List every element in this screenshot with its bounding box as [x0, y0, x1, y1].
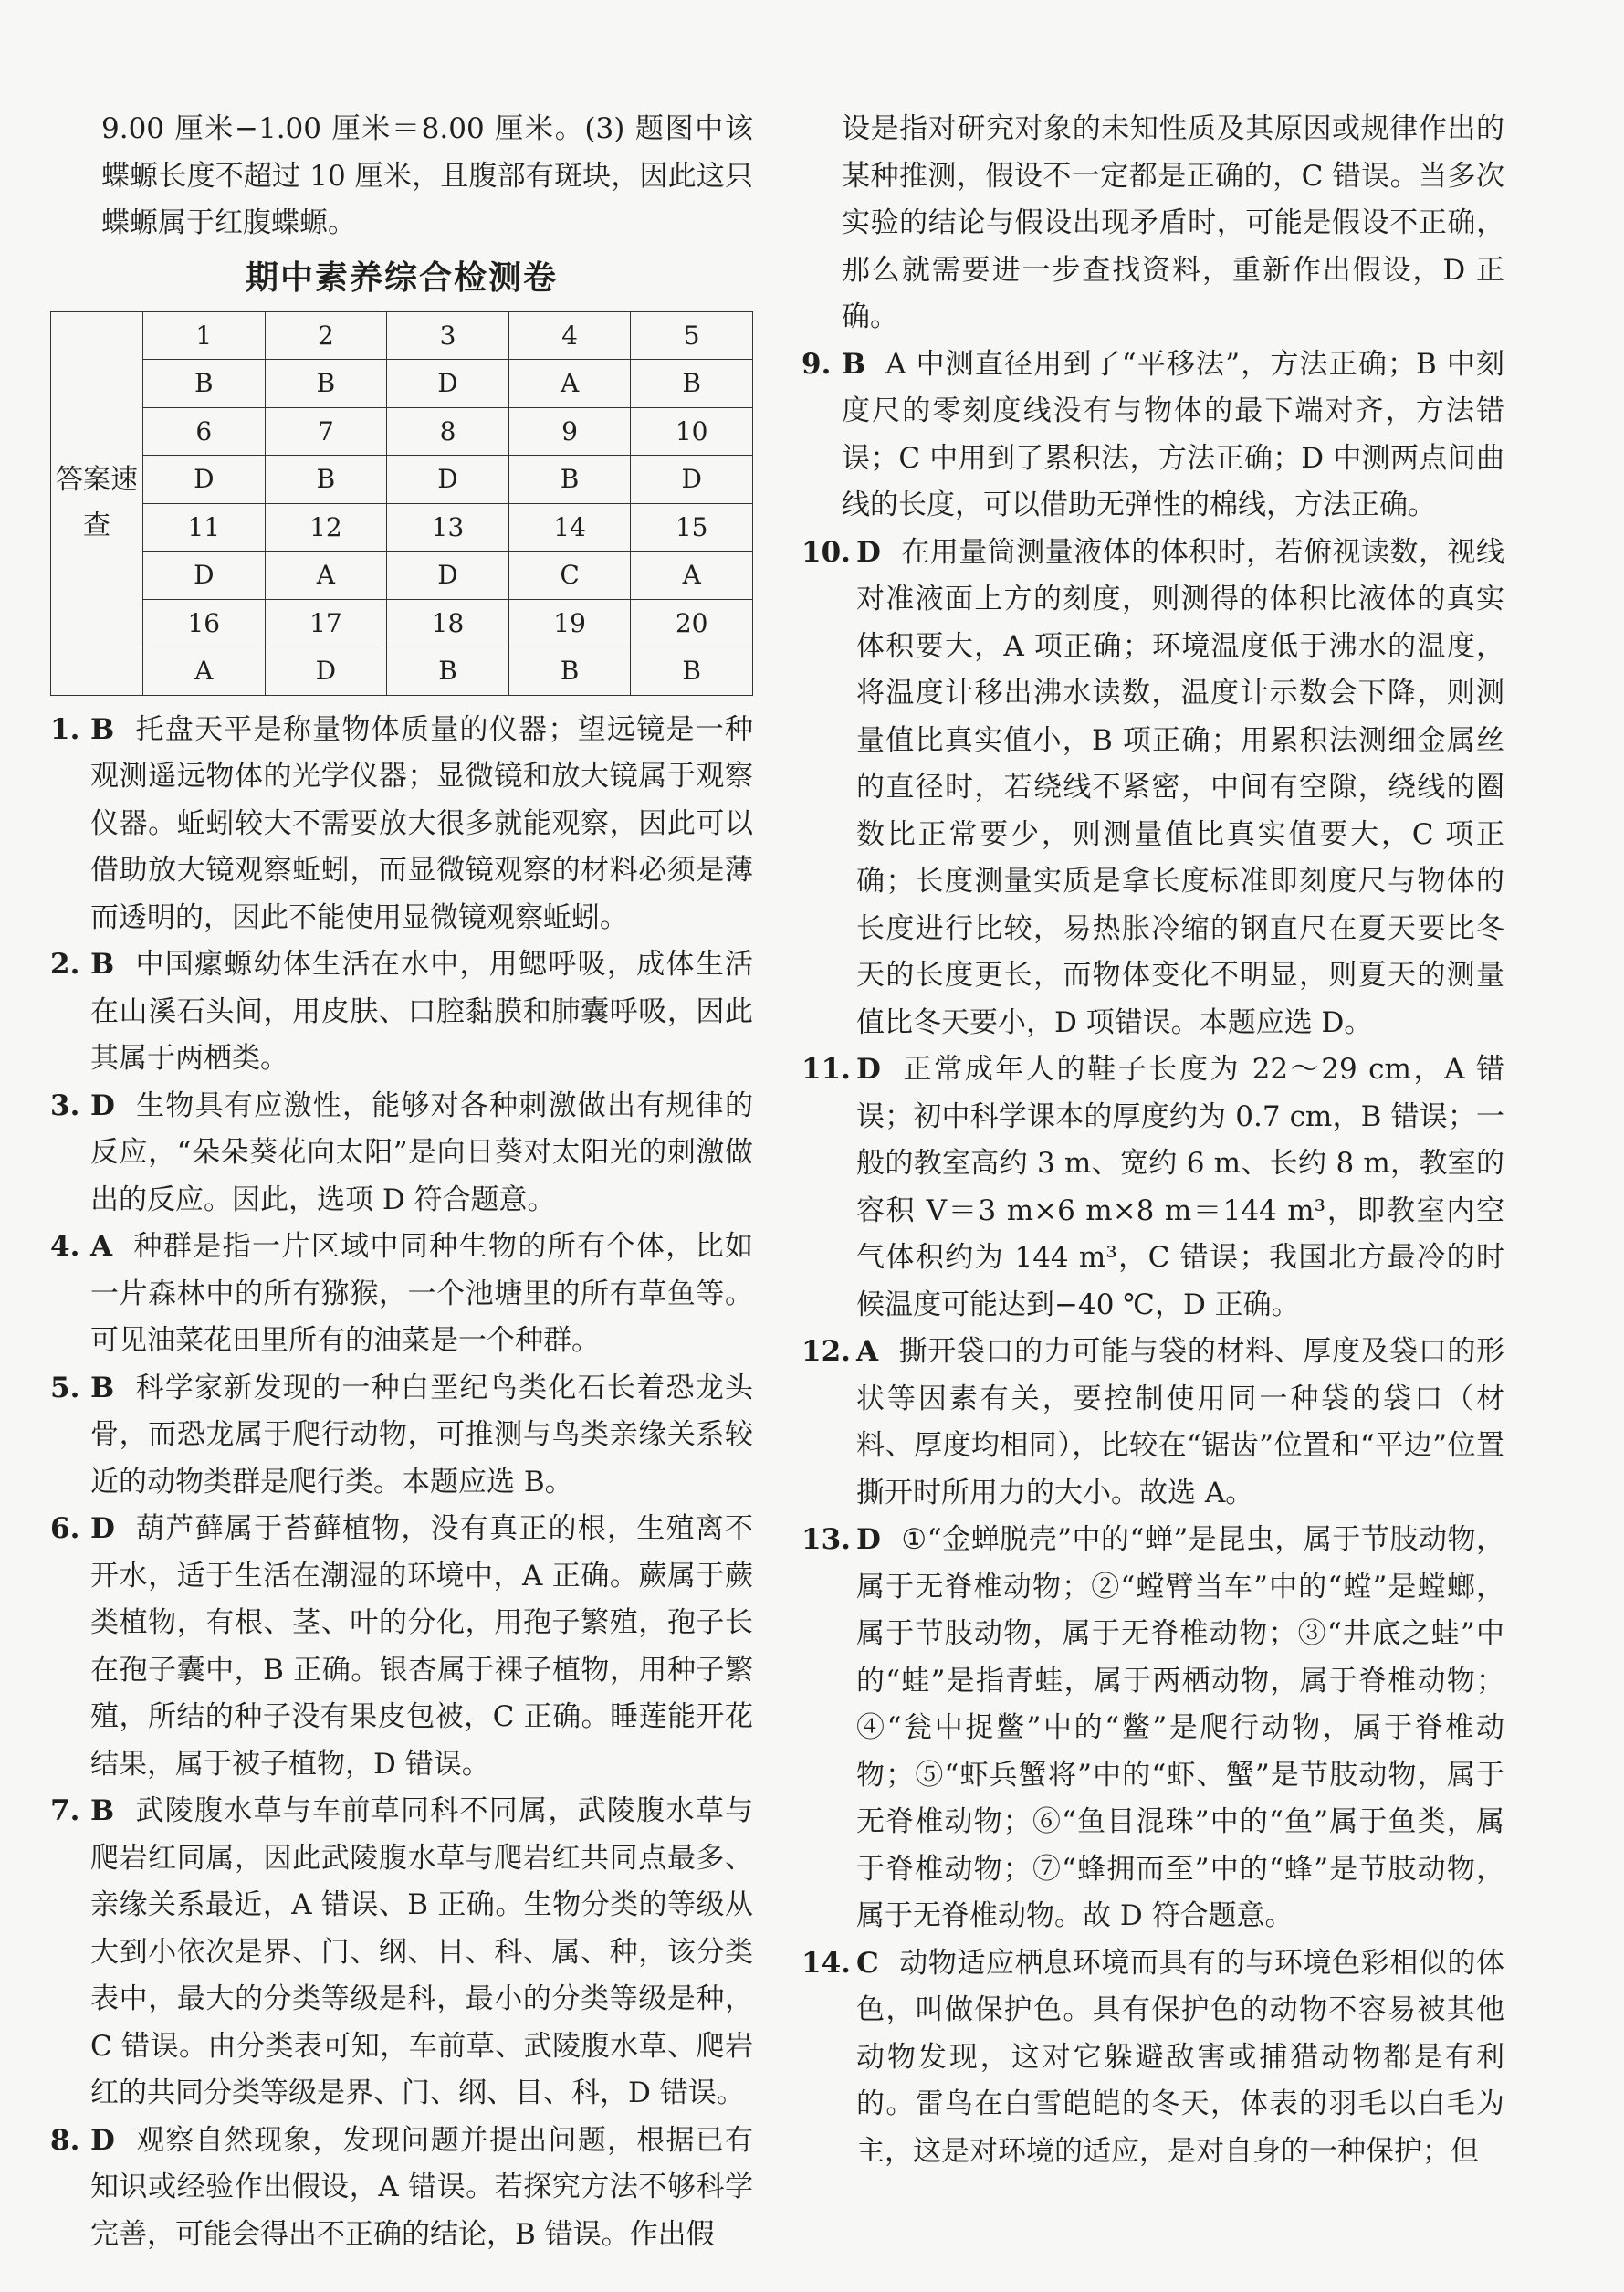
answer-item	[802, 1046, 1504, 1329]
item-answer: D	[90, 1512, 115, 1545]
answer-item	[802, 342, 1504, 530]
item-explanation: 种群是指一片区域中同种生物的所有个体，比如一片森林中的所有猕猴，一个池塘里的所有草鱼等。可见油菜花田里所有的油菜是一个种群。	[90, 1230, 753, 1357]
table-cell: B	[265, 360, 387, 408]
item-explanation: 在用量筒测量液体的体积时，若俯视读数，视线对准液面上方的刻度，则测得的体积比液体的真实体积要大，A 项正确；环境温度低于沸水的温度，将温度计移出沸水读数，温度计示数会下降，则测量值比真实值小，B 项正确；用累积法测细金属丝的直径时，若绕线不紧密，中间有空隙，绕线的圈数比正常要少，则测量值比真实值要大，C 项正确；长度测量实质是拿长度标准即刻度尺与物体的长度进行比较，易热胀冷缩的钢直尺在夏天要比冬天的长度更长，而物体变化不明显，则夏天的测量值比冬天要小，D 项错误。本题应选 D。	[856, 535, 1504, 1039]
table-row	[51, 599, 753, 647]
table-cell: B	[631, 360, 753, 408]
table-cell: D	[387, 456, 509, 504]
table-cell: A	[143, 647, 266, 696]
table-cell: B	[265, 456, 387, 504]
item-explanation: ①“金蝉脱壳”中的“蝉”是昆虫，属于节肢动物，属于无脊椎动物；②“螳臂当车”中的“螳”是螳螂，属于节肢动物，属于无脊椎动物；③“井底之蛙”中的“蛙”是指青蛙，属于两栖动物，属于脊椎动物；④“瓮中捉鳖”中的“鳖”是爬行动物，属于脊椎动物；⑤“虾兵蟹将”中的“虾、蟹”是节肢动物，属于无脊椎动物；⑥“鱼目混珠”中的“鱼”属于鱼类，属于脊椎动物；⑦“蜂拥而至”中的“蜂”是节肢动物，属于无脊椎动物。故 D 符合题意。	[856, 1523, 1504, 1932]
item-explanation: 动物适应栖息环境而具有的与环境色彩相似的体色，叫做保护色。具有保护色的动物不容易被其他动物发现，这对它躲避敌害或捕猎动物都是有利的。雷鸟在白雪皑皑的冬天，体表的羽毛以白毛为主，这是对环境的适应，是对自身的一种保护；但	[856, 1946, 1504, 2168]
left-column	[50, 106, 753, 2258]
table-cell: D	[387, 360, 509, 408]
table-cell: B	[508, 647, 631, 696]
table-cell: 14	[508, 503, 631, 552]
table-cell: C	[508, 552, 631, 600]
answer-item	[50, 1224, 753, 1365]
table-cell: 10	[631, 407, 753, 456]
table-cell: 9	[508, 407, 631, 456]
item-explanation: 托盘天平是称量物体质量的仪器；望远镜是一种观测遥远物体的光学仪器；显微镜和放大镜属于观察仪器。蚯蚓较大不需要放大很多就能观察，因此可以借助放大镜观察蚯蚓，而显微镜观察的材料必须是薄而透明的，因此不能使用显微镜观察蚯蚓。	[90, 712, 753, 934]
item-number: 3.	[50, 1088, 80, 1122]
continuation-paragraph: 设是指对研究对象的未知性质及其原因或规律作出的某种推测，假设不一定都是正确的，C 错误。当多次实验的结论与假设出现矛盾时，可能是假设不正确，那么就需要进一步查找资料，重新作出假设，D 正确。	[842, 112, 1504, 333]
table-cell: D	[143, 552, 266, 600]
table-cell: D	[631, 456, 753, 504]
table-cell: D	[143, 456, 266, 504]
table-cell: 15	[631, 503, 753, 552]
table-row	[51, 503, 753, 552]
table-cell: B	[508, 456, 631, 504]
item-answer: B	[90, 1794, 115, 1827]
item-answer: B	[90, 948, 115, 981]
answer-item	[50, 941, 753, 1083]
table-cell: 16	[143, 599, 266, 647]
item-answer: A	[856, 1335, 879, 1368]
answer-item	[50, 1788, 753, 2118]
table-cell: 13	[387, 503, 509, 552]
answer-item	[802, 1329, 1504, 1517]
item-number: 12.	[802, 1335, 851, 1368]
table-row	[51, 647, 753, 696]
table-row	[51, 552, 753, 600]
answer-item	[802, 1517, 1504, 1940]
item-answer: B	[90, 712, 115, 746]
item-number: 5.	[50, 1371, 80, 1404]
table-cell: B	[631, 647, 753, 696]
table-cell: A	[265, 552, 387, 600]
table-cell: 19	[508, 599, 631, 647]
item-explanation: 撕开袋口的力可能与袋的材料、厚度及袋口的形状等因素有关，要控制使用同一种袋的袋口（材料、厚度均相同），比较在“锯齿”位置和“平边”位置撕开时所用力的大小。故选 A。	[856, 1335, 1504, 1509]
item-answer: D	[856, 1523, 881, 1556]
answer-item	[802, 1940, 1504, 2176]
item-explanation: 正常成年人的鞋子长度为 22～29 cm，A 错误；初中科学课本的厚度约为 0.7 cm，B 错误；一般的教室高约 3 m、宽约 6 m、长约 8 m，教室的容积 V＝3 m×6 m×8 m＝144 m³，即教室内空气体积约为 144 m³，C 错误；我国北方最冷的时候温度可能达到−40 ℃，D 正确。	[856, 1053, 1504, 1321]
table-cell: 5	[631, 311, 753, 360]
table-label: 答案速查	[51, 311, 143, 695]
table-cell: 20	[631, 599, 753, 647]
item-number: 2.	[50, 948, 80, 981]
right-column	[802, 106, 1504, 2175]
item-number: 1.	[50, 712, 80, 746]
answer-item	[50, 1365, 753, 1507]
item-answer: A	[90, 1230, 113, 1263]
table-cell: 6	[143, 407, 266, 456]
table-cell: B	[143, 360, 266, 408]
item-number: 11.	[802, 1053, 851, 1086]
item-explanation: A 中测直径用到了“平移法”，方法正确；B 中刻度尺的零刻度线没有与物体的最下端对齐，方法错误；C 中用到了累积法，方法正确；D 中测两点间曲线的长度，可以借助无弹性的棉线，方法正确。	[842, 347, 1504, 521]
table-cell: 8	[387, 407, 509, 456]
left-answer-list	[50, 707, 753, 2259]
item-explanation: 生物具有应激性，能够对各种刺激做出有规律的反应，“朵朵葵花向太阳”是向日葵对太阳光的刺激做出的反应。因此，选项 D 符合题意。	[90, 1088, 753, 1216]
item-number: 14.	[802, 1946, 851, 1980]
table-cell: 1	[143, 311, 266, 360]
table-cell: D	[387, 552, 509, 600]
item-explanation: 中国瘰螈幼体生活在水中，用鳃呼吸，成体生活在山溪石头间，用皮肤、口腔黏膜和肺囊呼吸，因此其属于两栖类。	[90, 948, 753, 1075]
section-title: 期中素养综合检测卷	[245, 258, 558, 297]
table-cell: 12	[265, 503, 387, 552]
item-answer: D	[90, 2123, 115, 2157]
item-explanation: 葫芦藓属于苔藓植物，没有真正的根，生殖离不开水，适于生活在潮湿的环境中，A 正确。蕨属于蕨类植物，有根、茎、叶的分化，用孢子繁殖，孢子长在孢子囊中，B 正确。银杏属于裸子植物，用种子繁殖，所结的种子没有果皮包被，C 正确。睡莲能开花结果，属于被子植物，D 错误。	[90, 1512, 753, 1781]
item-explanation: 观察自然现象，发现问题并提出问题，根据已有知识或经验作出假设，A 错误。若探究方法不够科学完善，可能会得出不正确的结论，B 错误。作出假	[90, 2123, 753, 2251]
answer-item	[802, 530, 1504, 1047]
item-number: 6.	[50, 1512, 80, 1545]
table-row	[51, 456, 753, 504]
table-cell: 2	[265, 311, 387, 360]
item-explanation: 武陵腹水草与车前草同科不同属，武陵腹水草与爬岩红同属，因此武陵腹水草与爬岩红共同点最多、亲缘关系最近，A 错误、B 正确。生物分类的等级从大到小依次是界、门、纲、目、科、属、种，该分类表中，最大的分类等级是科，最小的分类等级是种，C 错误。由分类表可知，车前草、武陵腹水草、爬岩红的共同分类等级是界、门、纲、目、科，D 错误。	[90, 1794, 753, 2109]
item-answer: D	[856, 1053, 881, 1086]
intro-paragraph: 9.00 厘米−1.00 厘米＝8.00 厘米。(3) 题图中该蝶螈长度不超过 10 厘米，且腹部有斑块，因此这只蝶螈属于红腹蝶螈。	[101, 112, 753, 239]
table-cell: B	[387, 647, 509, 696]
table-cell: 7	[265, 407, 387, 456]
table-cell: 18	[387, 599, 509, 647]
item-answer: D	[90, 1088, 115, 1122]
item-answer: C	[856, 1946, 879, 1980]
item-number: 9.	[802, 347, 832, 381]
table-cell: 11	[143, 503, 266, 552]
item-number: 8.	[50, 2123, 80, 2157]
answer-item	[50, 1083, 753, 1225]
table-cell: A	[508, 360, 631, 408]
table-cell: 3	[387, 311, 509, 360]
table-row	[51, 311, 753, 360]
right-answer-list	[802, 342, 1504, 2176]
answer-item	[50, 2118, 753, 2259]
table-cell: 17	[265, 599, 387, 647]
table-cell: A	[631, 552, 753, 600]
item-answer: B	[90, 1371, 115, 1404]
answer-table	[50, 311, 753, 696]
answer-item	[50, 1506, 753, 1788]
answer-item	[50, 707, 753, 942]
item-number: 4.	[50, 1230, 80, 1263]
item-answer: B	[842, 347, 866, 381]
table-row	[51, 407, 753, 456]
item-number: 10.	[802, 535, 851, 569]
table-row	[51, 360, 753, 408]
table-cell: D	[265, 647, 387, 696]
item-number: 7.	[50, 1794, 80, 1827]
item-answer: D	[856, 535, 881, 569]
item-explanation: 科学家新发现的一种白垩纪鸟类化石长着恐龙头骨，而恐龙属于爬行动物，可推测与鸟类亲缘关系较近的动物类群是爬行类。本题应选 B。	[90, 1371, 753, 1498]
table-cell: 4	[508, 311, 631, 360]
item-number: 13.	[802, 1523, 851, 1556]
